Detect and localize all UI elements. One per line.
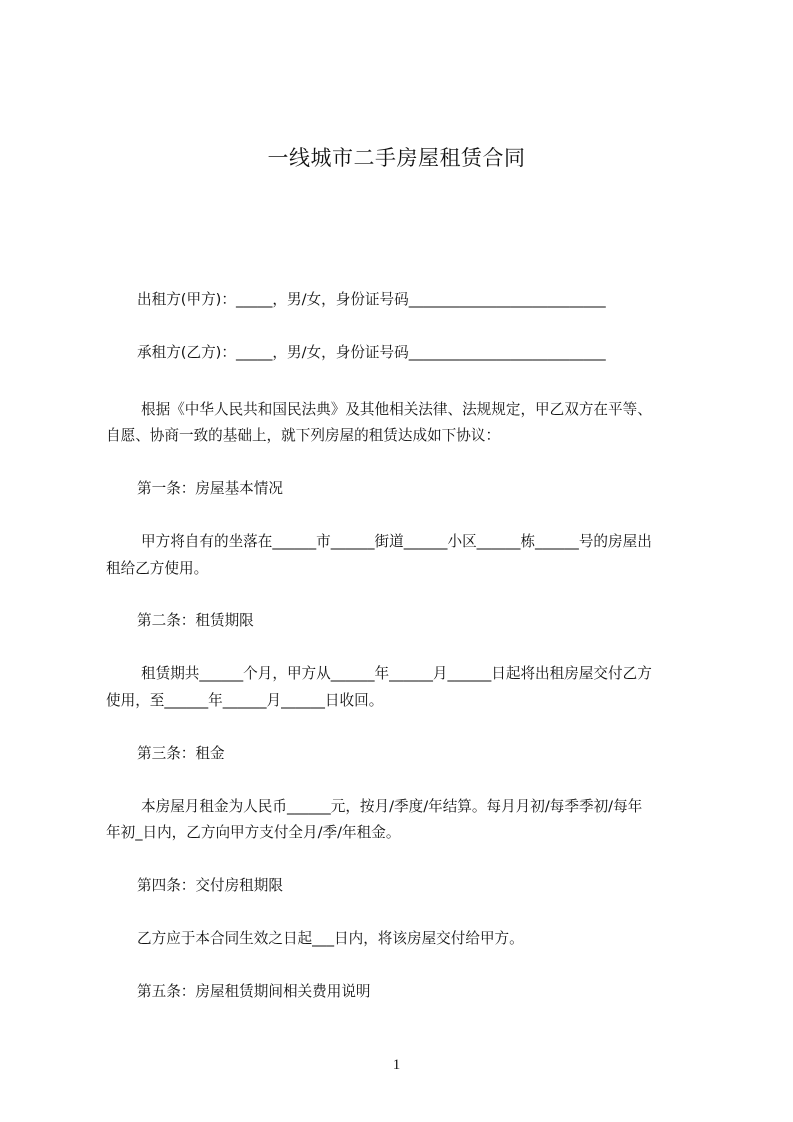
preamble-line-1: 根据《中华人民共和国民法典》及其他相关法律、法规规定，甲乙双方在平等、 [141,401,652,418]
party-b-line: 承租方(乙方)：_____，男/女，身份证号码___________________________ [137,344,606,361]
article-1-line-2: 租给乙方使用。 [106,560,209,577]
article-5-heading: 第五条：房屋租赁期间相关费用说明 [137,983,371,1000]
article-2-line-1: 租赁期共______个月，甲方从______年______月______日起将出租房屋交付乙方 [141,665,652,682]
article-1-heading: 第一条：房屋基本情况 [137,480,283,497]
party-a-line: 出租方(甲方)：_____，男/女，身份证号码___________________________ [137,291,606,308]
article-1-line-1: 甲方将自有的坐落在______市______街道______小区______栋______号的房屋出 [141,533,652,550]
document-title: 一线城市二手房屋租赁合同 [267,146,526,170]
page-number: 1 [392,1057,401,1073]
article-3-heading: 第三条：租金 [137,745,225,762]
preamble-line-2: 自愿、协商一致的基础上，就下列房屋的租赁达成如下协议： [106,427,501,444]
article-4-line-1: 乙方应于本合同生效之日起___日内，将该房屋交付给甲方。 [137,930,524,947]
article-2-line-2: 使用，至______年______月______日收回。 [106,692,384,709]
article-2-heading: 第二条：租赁期限 [137,612,254,629]
article-3-line-1: 本房屋月租金为人民币______元，按月/季度/年结算。每月月初/每季季初/每年 [141,798,643,815]
article-4-heading: 第四条：交付房租期限 [137,877,283,894]
article-3-line-2: 年初_日内，乙方向甲方支付全月/季/年租金。 [106,824,401,841]
